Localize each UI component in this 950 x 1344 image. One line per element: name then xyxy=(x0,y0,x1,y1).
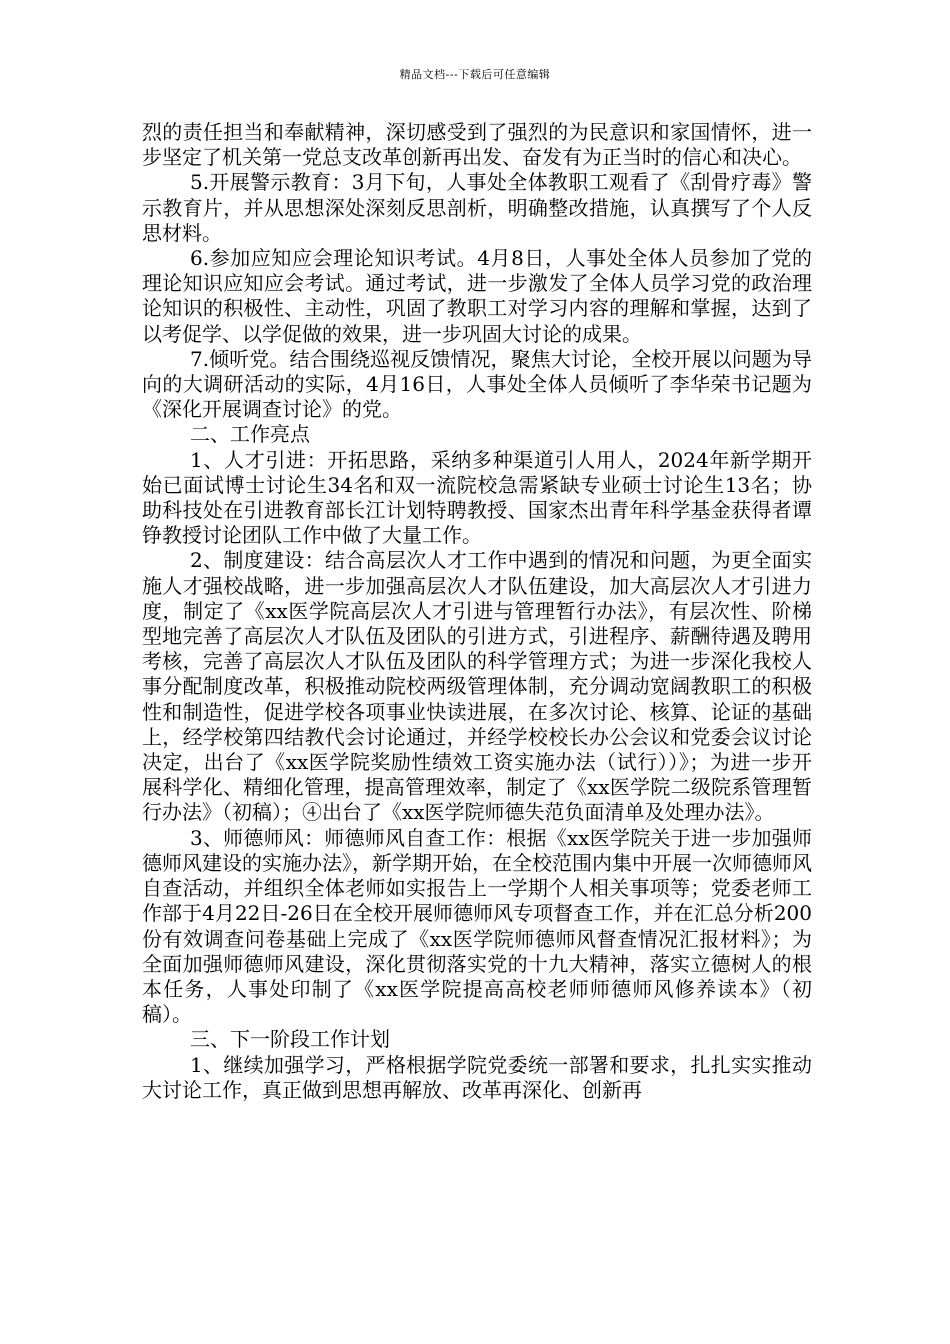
paragraph-talent-introduction: 1、人才引进：开拓思路，采纳多种渠道引人用人，2024年新学期开始已面试博士讨论生34名和双一流院校急需紧缺专业硕士讨论生13名；协助科技处在引进教育部长江计划特聘教授、国家杰出青年科学基金获得者谭铮教授讨论团队工作中做了大量工作。 xyxy=(142,447,812,548)
section-heading-next-plan: 三、下一阶段工作计划 xyxy=(190,1027,390,1052)
paragraph-listen-party: 7.倾听党。结合围绕巡视反馈情况，聚焦大讨论，全校开展以问题为导向的大调研活动的实际，4月16日，人事处全体人员倾听了李华荣书记题为《深化开展调查讨论》的党。 xyxy=(142,346,812,422)
paragraph-system-building: 2、制度建设：结合高层次人才工作中遇到的情况和问题，为更全面实施人才强校战略，进一步加强高层次人才队伍建设，加大高层次人才引进力度，制定了《xx医学院高层次人才引进与管理暂行办法》，有层次性、阶梯型地完善了高层次人才队伍及团队的引进方式，引进程序、薪酬待遇及聘用考核，完善了高层次人才队伍及团队的科学管理方式；为进一步深化我校人事分配制度改革，积极推动院校两级管理体制，充分调动宽阔教职工的积极性和制造性，促进学校各项事业快读进展，在多次讨论、核算、论证的基础上，经学校第四结教代会讨论通过，并经学校校长办公会议和党委会议讨论决定，出台了《xx医学院奖励性绩效工资实施办法（试行））》；为进一步开展科学化、精细化管理，提高管理效率，制定了《xx医学院二级院系管理暂行办法》（初稿）；④出台了《xx医学院师德失范负面清单及处理办法》。 xyxy=(142,548,812,825)
paragraph-continuation: 烈的责任担当和奉献精神，深切感受到了强烈的为民意识和家国情怀，进一步坚定了机关第一党总支改革创新再出发、奋发有为正当时的信心和决心。 xyxy=(142,120,812,170)
paragraph-teacher-ethics: 3、师德师风：师德师风自查工作：根据《xx医学院关于进一步加强师德师风建设的实施办法》，新学期开始，在全校范围内集中开展一次师德师风自查活动，并组织全体老师如实报告上一学期个人相关事项等；党委老师工作部于4月22日-26日在全校开展师德师风专项督查工作，并在汇总分析200份有效调查问卷基础上完成了《xx医学院师德师风督查情况汇报材料》；为全面加强师德师风建设，深化贯彻落实党的十九大精神，落实立德树人的根本任务，人事处印制了《xx医学院提高高校老师师德师风修养读本》（初稿）。 xyxy=(142,825,812,1027)
paragraph-theory-exam: 6.参加应知应会理论知识考试。4月8日，人事处全体人员参加了党的理论知识应知应会考试。通过考试，进一步激发了全体人员学习党的政治理论知识的积极性、主动性，巩固了教职工对学习内容的理解和掌握，达到了以考促学、以学促做的效果，进一步巩固大讨论的成果。 xyxy=(142,246,812,346)
paragraph-continue-learning: 1、继续加强学习，严格根据学院党委统一部署和要求，扎扎实实推动大讨论工作，真正做到思想再解放、改革再深化、创新再 xyxy=(142,1052,812,1102)
document-body xyxy=(142,120,812,1103)
section-heading-highlights: 二、工作亮点 xyxy=(190,422,310,447)
page-header: 精品文档---下载后可任意编辑 xyxy=(399,68,551,81)
paragraph-warning-education: 5.开展警示教育：3月下旬，人事处全体教职工观看了《刮骨疗毒》警示教育片，并从思想深处深刻反思剖析，明确整改措施，认真撰写了个人反思材料。 xyxy=(142,170,812,245)
